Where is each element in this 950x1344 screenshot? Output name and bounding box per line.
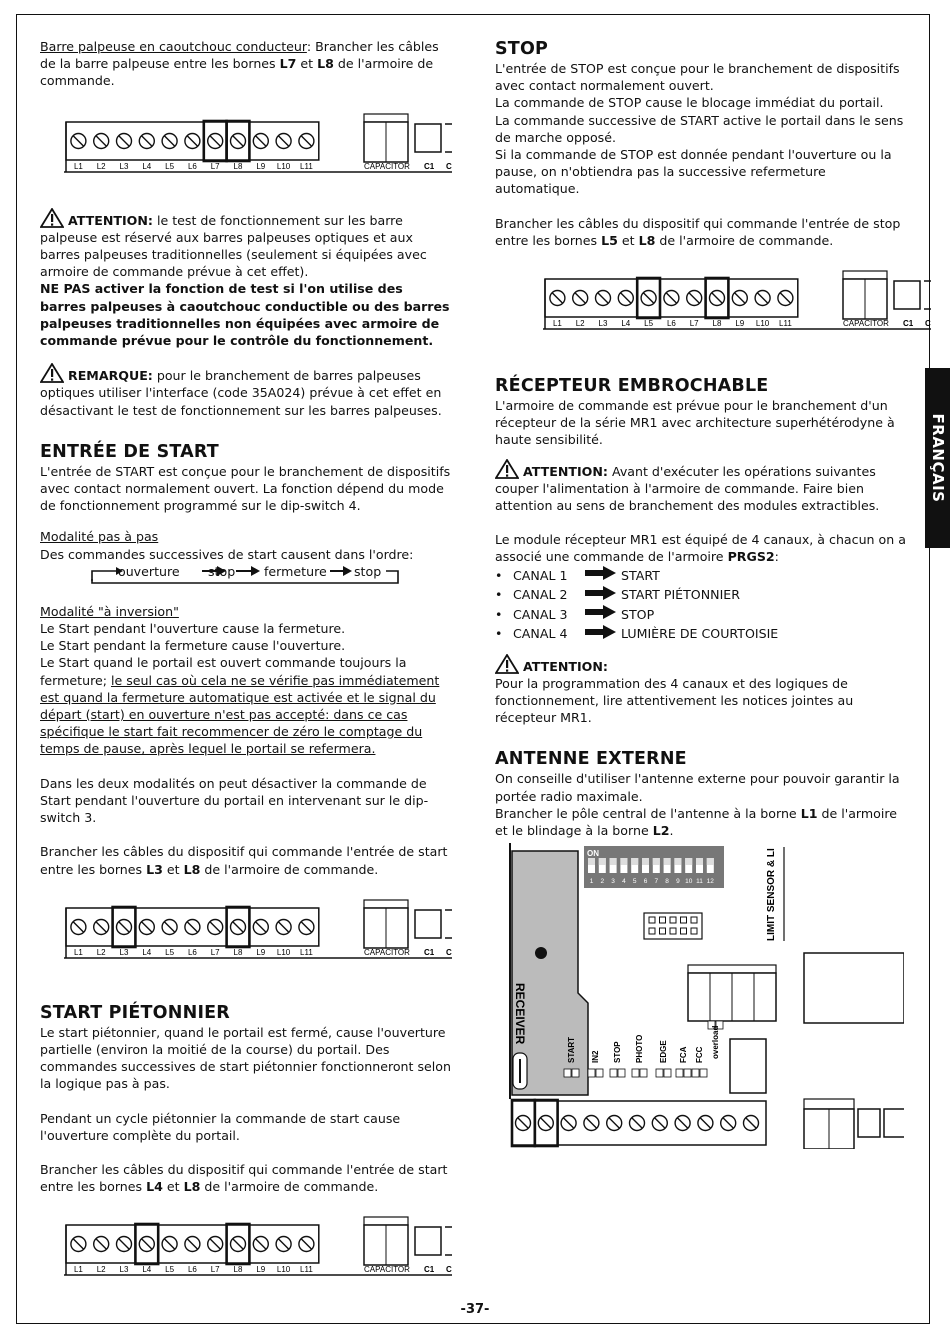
canal-label: CANAL 2 <box>513 587 568 603</box>
terminal-label: L3 <box>119 947 129 957</box>
canal-row <box>495 624 907 644</box>
stop-text: La commande successive de START active le portail dans le sens de marche opposé. <box>495 112 904 145</box>
terminal-label: L8 <box>233 947 243 957</box>
attention2-heading: ATTENTION: <box>495 654 907 675</box>
terminal-block-diagram <box>519 267 931 337</box>
receiver-dot <box>535 947 547 959</box>
dip-number: 8 <box>665 878 669 885</box>
input-label: START <box>567 1036 576 1063</box>
terminal-label: L2 <box>575 319 585 329</box>
input-label: PHOTO <box>635 1034 644 1063</box>
start-text: L'entrée de START est conçue pour le branchement de dispositifs avec contact normalement ouvert. La fonction dépend du mode de fonctionnement programmé sur le dip-switch 4. <box>40 463 451 514</box>
terminal-label: L5 <box>644 319 654 329</box>
dip-number: 9 <box>676 878 680 885</box>
recepteur-attention: ATTENTION: Avant d'exécuter les opérations suivantes couper l'alimentation à l'armoire de commande. Faire bien attention au sens de branchement des modules extractibles. <box>495 459 907 515</box>
terminal-label: L4 <box>621 319 631 329</box>
terminal-label: L8 <box>233 161 243 171</box>
language-tab: FRANÇAIS <box>925 368 950 548</box>
terminal-label: L11 <box>300 1265 313 1275</box>
terminal-label: L5 <box>165 1265 175 1275</box>
page-number: -37- <box>460 1302 490 1317</box>
pieton-text: Le start piétonnier, quand le portail est fermé, cause l'ouverture partielle (environ la moitié de la course) du portail. Des commandes successives de start piétonnier fonctionneront selon la logique pas à pas. <box>40 1024 451 1092</box>
recepteur-heading: RÉCEPTEUR EMBROCHABLE <box>495 376 769 397</box>
terminal-label: L9 <box>256 1265 266 1275</box>
dip-number: 7 <box>654 878 659 885</box>
arrow-right-icon <box>585 605 621 623</box>
capacitor-label: CAPACITOR <box>364 161 410 171</box>
c2-label: C <box>925 319 931 329</box>
c2-label: C <box>446 1265 452 1275</box>
inversion-line: Le Start pendant l'ouverture cause la fermeture. <box>40 621 346 637</box>
canal-command: START <box>621 567 660 583</box>
terminal-block-diagram <box>40 110 452 180</box>
terminal-label: L11 <box>300 947 313 957</box>
terminal-label: L3 <box>119 161 129 171</box>
terminal-label: L7 <box>210 1265 220 1275</box>
bullet: • <box>495 567 503 583</box>
dip-number: 1 <box>589 878 594 885</box>
arrow-right-icon <box>585 625 621 643</box>
stop-heading: STOP <box>495 39 549 59</box>
canal-list <box>495 566 907 644</box>
canal-command: LUMIÈRE DE COURTOISIE <box>621 626 779 642</box>
input-label: STOP <box>613 1041 622 1063</box>
flow-step: stop <box>354 563 382 579</box>
c2-label: C <box>446 161 452 171</box>
terminal-label: L6 <box>187 947 197 957</box>
stop-text: La commande de STOP cause le blocage immédiat du portail. <box>495 95 884 111</box>
terminal-label: L9 <box>256 161 266 171</box>
input-label: IN2 <box>591 1050 600 1063</box>
terminal-label: L1 <box>552 319 562 329</box>
terminal-label: L10 <box>755 319 770 329</box>
pieton-text2: Pendant un cycle piétonnier la commande de start cause l'ouverture complète du portail. <box>40 1110 401 1143</box>
terminal-label: L4 <box>142 1265 152 1275</box>
warning-icon <box>40 208 64 228</box>
terminal-label: L4 <box>142 947 152 957</box>
bullet: • <box>495 626 503 642</box>
terminal-label: L6 <box>187 1265 197 1275</box>
deux-modalites-text: Dans les deux modalités on peut désactiver la commande de Start pendant l'ouverture du portail en intervenant sur le dip-switch 3. <box>40 775 429 826</box>
canal-label: CANAL 4 <box>513 626 568 642</box>
terminal-label: L3 <box>119 1265 129 1275</box>
canal-label: CANAL 1 <box>513 567 568 583</box>
c1-label: C1 <box>424 1265 435 1275</box>
recepteur-text: L'armoire de commande est prévue pour le branchement d'un récepteur de la série MR1 avec architecture superhétérodyne à haute sensibilité. <box>495 398 895 448</box>
terminal-label: L1 <box>73 161 83 171</box>
terminal-label: L5 <box>165 947 175 957</box>
arrow-right-icon <box>585 566 621 584</box>
terminal-label: L1 <box>73 947 83 957</box>
terminal-label: L10 <box>276 1265 291 1275</box>
dip-number: 10 <box>685 878 693 885</box>
inversion-line: Le Start quand le portail est ouvert commande toujours la fermeture; le seul cas où cela ne se vérifie pas immédiatement est quand la fermeture automatique est activée et le signal du départ (start) en ouverture n'est pas accepté: dans ce cas spécifique le start fait recommencer de zéro le comptage du temps de pause, après lequel le portail se refermera. <box>40 655 440 757</box>
bullet: • <box>495 606 503 622</box>
terminal-label: L6 <box>666 319 676 329</box>
c1-label: C1 <box>424 947 435 957</box>
terminal-label: L2 <box>96 947 106 957</box>
terminal-label: L6 <box>187 161 197 171</box>
terminal-label: L10 <box>276 947 291 957</box>
relay-component <box>804 953 904 1023</box>
terminal-label: L2 <box>96 161 106 171</box>
warning-icon <box>495 654 519 674</box>
capacitor-label: CAPACITOR <box>364 1265 410 1275</box>
control-board-diagram <box>508 843 904 1149</box>
terminal-label: L4 <box>142 161 152 171</box>
start-connection-text: Brancher les câbles du dispositif qui commande l'entrée de start entre les bornes L3 et L8 de l'armoire de commande. <box>40 844 448 877</box>
c2-label: C <box>446 947 452 957</box>
flow-step: ouverture <box>118 563 180 579</box>
terminal-label: L9 <box>735 319 745 329</box>
terminal-label: L7 <box>689 319 699 329</box>
capacitor-label: CAPACITOR <box>843 319 889 329</box>
inversion-line: Le Start pendant la fermeture cause l'ouverture. <box>40 638 346 654</box>
stop-text: L'entrée de STOP est conçue pour le branchement de dispositifs avec contact normalement ouvert. <box>495 61 900 94</box>
attention-paragraph: ATTENTION: le test de fonctionnement sur les barre palpeuse est réservé aux barres palpeuses optiques et aux barres palpeuses traditionnelles (seulement si équipées avec armoire de commande prévue à cet effet). <box>40 208 452 281</box>
terminal-label: L10 <box>276 161 291 171</box>
terminal-label: L8 <box>712 319 722 329</box>
terminal-label: L9 <box>256 947 266 957</box>
module-text: Le module récepteur MR1 est équipé de 4 canaux, à chacun on a associé une commande de l'armoire PRGS2: <box>495 532 906 565</box>
limit-sensor-label: LIMIT SENSOR & LI <box>766 848 777 941</box>
input-label: FCA <box>679 1046 688 1063</box>
terminal-label: L1 <box>73 1265 83 1275</box>
c1-label: C1 <box>424 161 435 171</box>
dip-on-label: ON <box>587 849 599 858</box>
attention-bold: NE PAS activer la fonction de test si l'on utilise des barres palpeuses à caoutchouc conductible ou des barres palpeuses traditionnelles non équipées avec armoire de commande prévue pour le contrôle du fonctionnement. <box>40 281 450 349</box>
warning-icon <box>495 459 519 479</box>
terminal-label: L3 <box>598 319 608 329</box>
pasapas-title: Modalité pas à pas <box>40 529 159 545</box>
pasapas-text: Des commandes successives de start causent dans l'ordre: <box>40 546 414 562</box>
dip-number: 4 <box>622 878 626 885</box>
terminal-label: L2 <box>96 1265 106 1275</box>
component-box <box>730 1039 766 1093</box>
flow-step: fermeture <box>264 563 327 579</box>
terminal-label: L11 <box>300 161 313 171</box>
canal-row <box>495 585 907 605</box>
start-sequence-flow <box>90 563 400 589</box>
antenne-connection-text: Brancher le pôle central de l'antenne à la borne L1 de l'armoire et le blindage à la borne L2. <box>495 805 897 839</box>
c1-label: C1 <box>903 319 914 329</box>
receiver-label: RECEIVER <box>513 983 527 1045</box>
terminal-label: L8 <box>233 1265 243 1275</box>
inversion-title: Modalité "à inversion" <box>40 603 179 619</box>
left-column <box>40 38 452 1283</box>
stop-connection-text: Brancher les câbles du dispositif qui commande l'entrée de stop entre les bornes L5 et L8 de l'armoire de commande. <box>495 215 901 248</box>
terminal-label: L7 <box>210 947 220 957</box>
start-heading: ENTRÉE DE START <box>40 441 219 462</box>
dip-number: 11 <box>696 878 703 885</box>
input-label: overload <box>711 1025 720 1059</box>
terminal-block-diagram <box>40 896 452 966</box>
canal-row <box>495 566 907 586</box>
flow-step: stop <box>208 563 236 579</box>
arrow-right-icon <box>585 586 621 604</box>
pieton-connection-text: Brancher les câbles du dispositif qui commande l'entrée de start entre les bornes L4 et L8 de l'armoire de commande. <box>40 1161 448 1195</box>
barre-paragraph: Barre palpeuse en caoutchouc conducteur: Brancher les câbles de la barre palpeuse entre les bornes L7 et L8 de l'armoire de commande. <box>40 39 439 89</box>
canal-label: CANAL 3 <box>513 606 568 622</box>
antenne-heading: ANTENNE EXTERNE <box>495 749 687 770</box>
terminal-label: L5 <box>165 161 175 171</box>
attention2-text: Pour la programmation des 4 canaux et des logiques de fonctionnement, lire attentivement les notices jointes au récepteur MR1. <box>495 675 854 726</box>
dip-number: 3 <box>611 878 615 885</box>
capacitor-label: CAPACITOR <box>364 947 410 957</box>
stop-text: Si la commande de STOP est donnée pendant l'ouverture ou la pause, on n'obtiendra pas la successive refermeture automatique. <box>495 147 892 197</box>
dip-number: 6 <box>643 878 648 885</box>
remarque-paragraph: REMARQUE: pour le branchement de barres palpeuses optiques utiliser l'interface (code 35A024) prévue à cet effet en désactivant le test de fonctionnement sur les barres palpeuses. <box>40 363 452 419</box>
input-label: EDGE <box>659 1040 668 1063</box>
terminal-label: L11 <box>779 319 792 329</box>
bullet: • <box>495 587 503 603</box>
dip-number: 5 <box>632 878 637 885</box>
canal-command: STOP <box>621 606 655 622</box>
canal-row <box>495 605 907 625</box>
canal-command: START PIÉTONNIER <box>621 587 740 603</box>
dip-number: 2 <box>600 878 605 885</box>
pieton-heading: START PIÉTONNIER <box>40 1002 230 1023</box>
warning-icon <box>40 363 64 383</box>
antenne-text: On conseille d'utiliser l'antenne externe pour pouvoir garantir la portée radio maximale. <box>495 771 900 804</box>
terminal-label: L7 <box>210 161 220 171</box>
input-label: FCC <box>695 1046 704 1063</box>
right-column <box>495 38 931 839</box>
dip-number: 12 <box>706 878 714 885</box>
terminal-block-diagram <box>40 1213 452 1283</box>
